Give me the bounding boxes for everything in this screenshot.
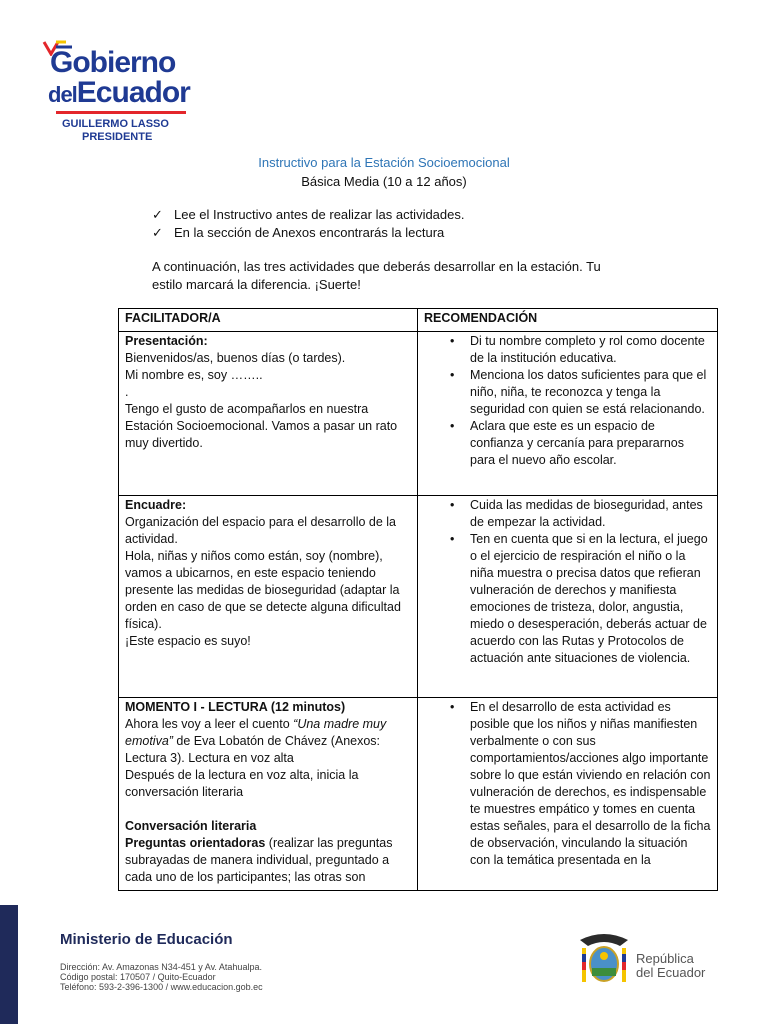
checkmark-icon: ✓ [152,207,163,222]
conversation-title: Conversación literaria [125,819,257,833]
checkmark-icon: ✓ [152,225,163,240]
republic-label: República del Ecuador [636,951,706,980]
logo-red-bar [56,111,186,114]
list-item: • En el desarrollo de esta actividad es posible que los niños y niñas manifiesten verbalmente o con sus comportamientos/acciones algo importante sobre lo que están viviendo en relación con vulneración de derechos, es indispensable te muestres empático y tomes en cuenta estas señales, para el desarrollo de la ficha de observación, vinculando la situación con la temática presentada en la [470,699,711,869]
guide-questions: Preguntas orientadoras (realizar las preguntas subrayadas de manera individual, preguntado a cada uno de los participantes; las otras son [125,836,393,884]
row-line: Hola, niñas y niños como están, soy (nombre), vamos a ubicarnos, en este espacio teniendo presente las medidas de bioseguridad (adaptar la orden en caso de que se detecte alguna dificultad física). [125,549,401,631]
footer-address: Dirección: Av. Amazonas N34-451 y Av. Atahualpa. Código postal: 170507 / Quito-Ecuador Teléfono: 593-2-396-1300 / www.educacion.gob.ec [60,962,263,992]
row-line: Mi nombre es, soy …….. [125,368,263,382]
logo-president-title: PRESIDENTE [82,131,153,143]
document-subtitle: Básica Media (10 a 12 años) [301,174,467,189]
list-item: • Menciona los datos suficientes para que el niño, niña, te reconozca y tenga la seguridad con quien se está relacionando. [470,367,711,418]
header-recomendacion: RECOMENDACIÓN [418,309,718,332]
logo-gobierno: Gobierno [50,46,176,79]
row-heading: MOMENTO I - LECTURA (12 minutos) [125,700,346,714]
table-row [119,496,718,698]
facilitador-cell [119,496,418,698]
story-line: Ahora les voy a leer el cuento “Una madre muy emotiva” de Eva Lobatón de Chávez (Anexos: Lectura 3). Lectura en voz alta [125,717,387,765]
list-item: • Cuida las medidas de bioseguridad, antes de empezar la actividad. [470,497,711,531]
checklist [152,206,465,242]
list-item: • Aclara que este es un espacio de confianza y cercanía para prepararnos para el nuevo año escolar. [470,418,711,469]
coat-of-arms-icon [574,930,634,992]
recomendacion-cell [418,496,718,698]
facilitador-cell [119,698,418,891]
row-line: . [125,385,129,399]
row-line: Tengo el gusto de acompañarlos en nuestra Estación Socioemocional. Vamos a pasar un rato muy divertido. [125,402,398,450]
table-row [119,698,718,891]
recomendacion-cell [418,698,718,891]
checklist-item: ✓ En la sección de Anexos encontrarás la lectura [152,225,445,240]
row-heading: Encuadre: [125,498,187,512]
header-facilitador: FACILITADOR/A [119,309,418,332]
row-line: ¡Este espacio es suyo! [125,634,251,648]
checklist-item: ✓ Lee el Instructivo antes de realizar las actividades. [152,207,465,222]
table-header-row [119,309,718,332]
row-line: Bienvenidos/as, buenos días (o tardes). [125,351,346,365]
recomendacion-cell [418,332,718,496]
logo-president-name: GUILLERMO LASSO [62,118,169,130]
activities-table [118,308,718,891]
footer-side-bar [0,905,18,1024]
ministry-name: Ministerio de Educación [60,931,233,948]
list-item: • Di tu nombre completo y rol como docente de la institución educativa. [470,333,711,367]
government-logo [40,38,190,148]
intro-paragraph: A continuación, las tres actividades que deberás desarrollar en la estación. Tu estilo marcará la diferencia. ¡Suerte! [152,259,601,292]
list-item: • Ten en cuenta que si en la lectura, el juego o el ejercicio de respiración el niño o la niña muestra o precisa datos que refieran vulneración de derechos y manifiesta emociones de tristeza, dolor, angustia, miedo o desesperación, deberás actuar de acuerdo con las Rutas y Protocolos de actuación ante situaciones de violencia. [470,531,711,667]
row-line: Organización del espacio para el desarrollo de la actividad. [125,515,396,546]
facilitador-cell [119,332,418,496]
table-row [119,332,718,496]
row-heading: Presentación: [125,334,208,348]
document-title: Instructivo para la Estación Socioemocional [258,155,510,170]
logo-ecuador: delEcuador [48,76,190,109]
row-line: Después de la lectura en voz alta, inicia la conversación literaria [125,768,359,799]
